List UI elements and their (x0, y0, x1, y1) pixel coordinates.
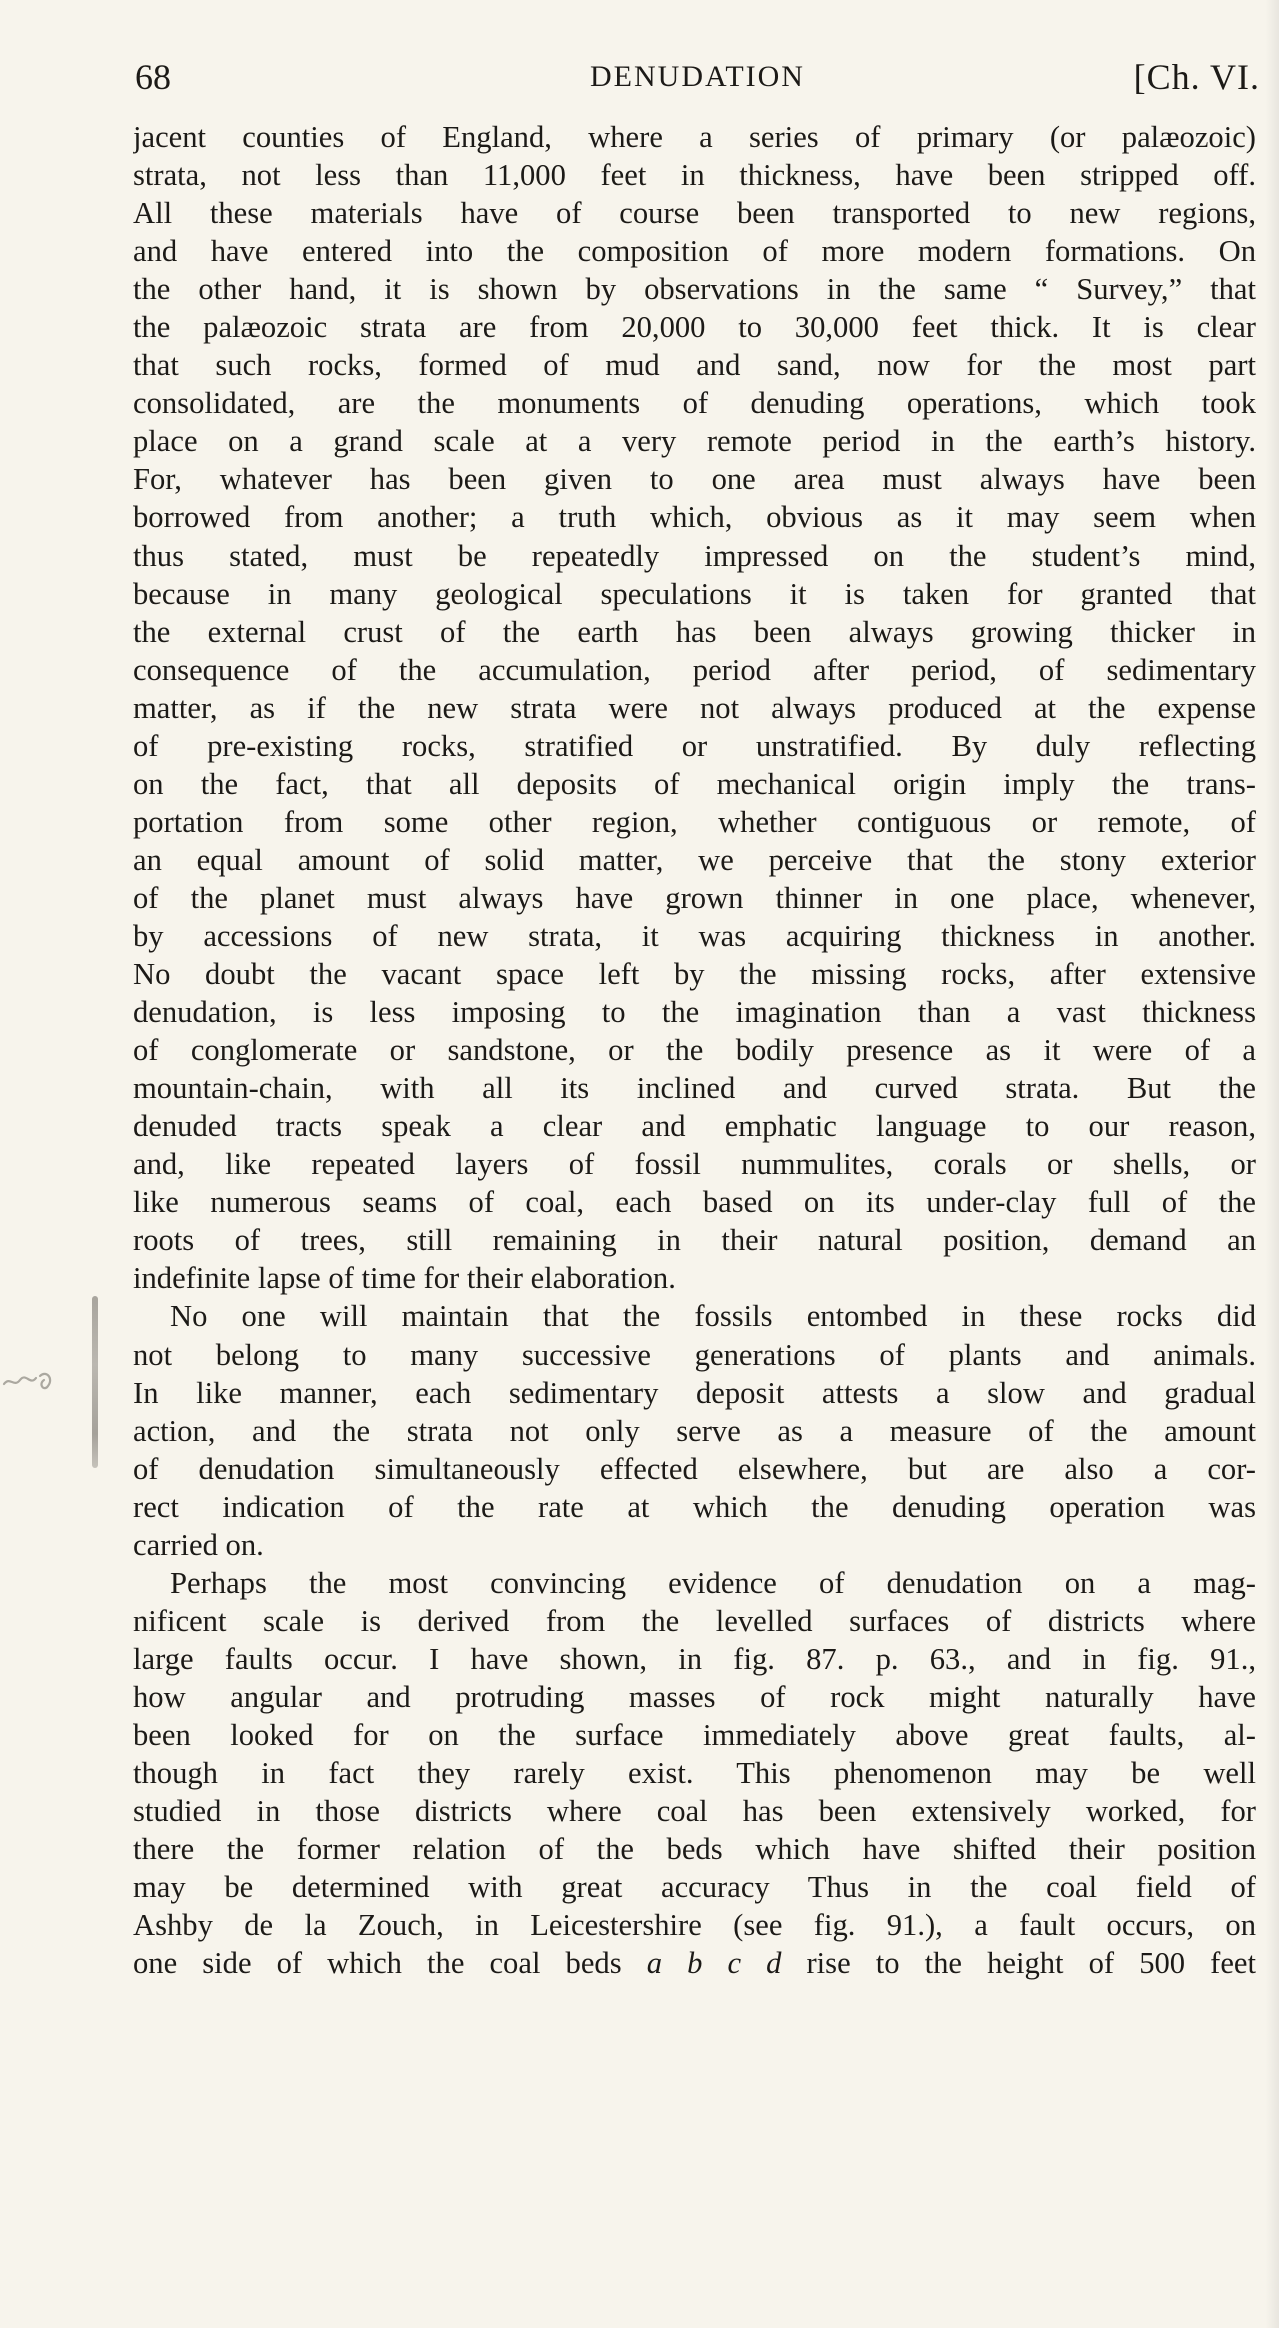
text-line: been looked for on the surface immediately above great faults, al- (133, 1717, 1256, 1752)
text-line: roots of trees, still remaining in their natural position, demand an (133, 1223, 1256, 1258)
page-edge-shadow (1265, 0, 1279, 2328)
text-line: an equal amount of solid matter, we perceive that the stony exterior (133, 842, 1256, 877)
final-line-end: rise to the height of 500 feet (781, 1946, 1256, 1981)
text-line: studied in those districts where coal has been extensively worked, for (133, 1794, 1256, 1829)
final-line-start: one side of which the coal beds (133, 1946, 647, 1981)
text-line: on the fact, that all deposits of mechanical origin imply the trans- (133, 766, 1256, 801)
text-line: like numerous seams of coal, each based on its under-clay full of the (133, 1185, 1256, 1220)
text-line: borrowed from another; a truth which, obvious as it may seem when (133, 500, 1256, 535)
text-line: No doubt the vacant space left by the missing rocks, after extensive (133, 957, 1256, 992)
text-line: thus stated, must be repeatedly impressed on the student’s mind, (133, 538, 1256, 573)
text-line: jacent counties of England, where a series of primary (or palæozoic) (133, 120, 1256, 154)
text-line-final (133, 1944, 1256, 1982)
text-line: of conglomerate or sandstone, or the bodily presence as it were of a (133, 1033, 1256, 1068)
text-line: strata, not less than 11,000 feet in thickness, have been stripped off. (133, 158, 1256, 193)
text-line: place on a grand scale at a very remote period in the earth’s history. (133, 424, 1256, 459)
paragraph-start-line: No one will maintain that the fossils entombed in these rocks did (170, 1299, 1256, 1334)
text-line: matter, as if the new strata were not always produced at the expense (133, 690, 1256, 725)
text-line: the external crust of the earth has been always growing thicker in (133, 614, 1256, 649)
paragraph-end-line: indefinite lapse of time for their elaboration. (133, 1261, 676, 1296)
body-text (133, 118, 1256, 1982)
text-line: denudation, is less imposing to the imagination than a vast thickness (133, 995, 1256, 1030)
text-line: there the former relation of the beds which have shifted their position (133, 1832, 1256, 1867)
text-line: of denudation simultaneously effected elsewhere, but are also a cor- (133, 1451, 1256, 1486)
pencil-margin-line (92, 1296, 98, 1468)
text-line: not belong to many successive generations of plants and animals. (133, 1337, 1256, 1372)
pencil-margin-note (0, 1364, 58, 1398)
text-line: may be determined with great accuracy Thus in the coal field of (133, 1870, 1256, 1905)
text-line: denuded tracts speak a clear and emphatic language to our reason, (133, 1109, 1256, 1144)
page-number: 68 (135, 57, 171, 97)
paragraph-start-line: Perhaps the most convincing evidence of denudation on a mag- (170, 1565, 1256, 1600)
text-line: rect indication of the rate at which the denuding operation was (133, 1489, 1256, 1524)
text-line: mountain-chain, with all its inclined and curved strata. But the (133, 1071, 1256, 1106)
text-line: consolidated, are the monuments of denuding operations, which took (133, 386, 1256, 421)
text-line: consequence of the accumulation, period after period, of sedimentary (133, 652, 1256, 687)
text-line: and, like repeated layers of fossil nummulites, corals or shells, or (133, 1147, 1256, 1182)
text-line: how angular and protruding masses of rock might naturally have (133, 1679, 1256, 1714)
text-line: large faults occur. I have shown, in fig. 87. p. 63., and in fig. 91., (133, 1641, 1256, 1676)
text-line: All these materials have of course been transported to new regions, (133, 196, 1256, 231)
text-line: nificent scale is derived from the levelled surfaces of districts where (133, 1603, 1256, 1638)
text-line: action, and the strata not only serve as a measure of the amount (133, 1413, 1256, 1448)
page-header (135, 56, 1260, 102)
text-line: of pre-existing rocks, stratified or unstratified. By duly reflecting (133, 728, 1256, 763)
text-line: the other hand, it is shown by observations in the same “ Survey,” that (133, 272, 1256, 307)
chapter-reference: [Ch. VI. (1133, 57, 1260, 97)
text-line: In like manner, each sedimentary deposit attests a slow and gradual (133, 1375, 1256, 1410)
text-line: portation from some other region, whether contiguous or remote, of (133, 804, 1256, 839)
text-line: by accessions of new strata, it was acquiring thickness in another. (133, 918, 1256, 953)
text-line: Ashby de la Zouch, in Leicestershire (see fig. 91.), a fault occurs, on (133, 1908, 1256, 1943)
text-line: and have entered into the composition of more modern formations. On (133, 234, 1256, 269)
text-line: that such rocks, formed of mud and sand, now for the most part (133, 348, 1256, 383)
text-line: For, whatever has been given to one area must always have been (133, 462, 1256, 497)
running-title: DENUDATION (590, 60, 805, 93)
italic-bed-labels: a b c d (646, 1946, 782, 1981)
text-line: because in many geological speculations it is taken for granted that (133, 576, 1256, 611)
text-line: of the planet must always have grown thinner in one place, whenever, (133, 880, 1256, 915)
text-line: though in fact they rarely exist. This phenomenon may be well (133, 1756, 1256, 1791)
text-line: the palæozoic strata are from 20,000 to 30,000 feet thick. It is clear (133, 310, 1256, 345)
paragraph-end-line: carried on. (133, 1527, 264, 1562)
